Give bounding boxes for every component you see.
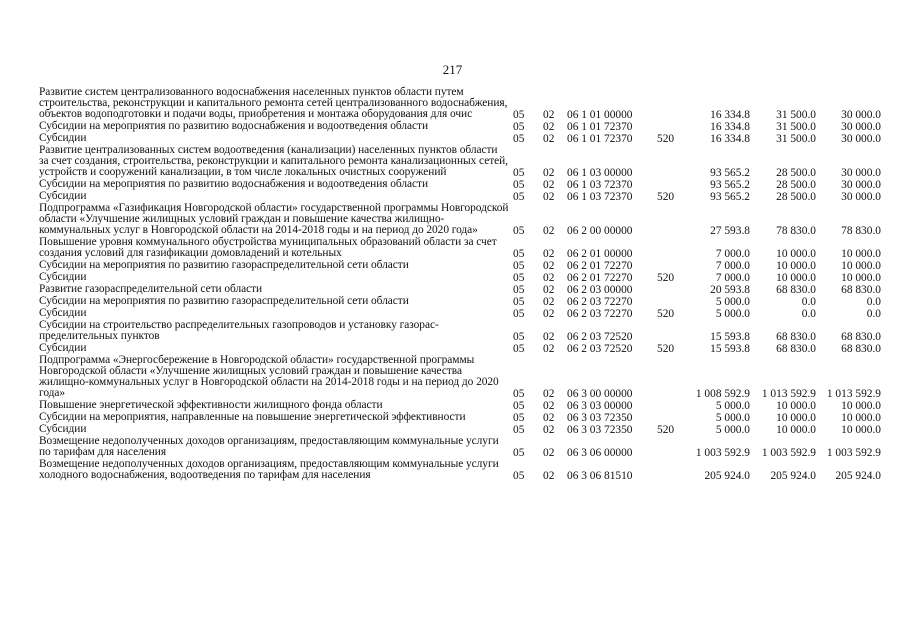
amount-year-1: 5 000.0 [715,400,750,412]
amount-year-2: 10 000.0 [776,272,816,284]
subsection-code: 02 [543,121,555,133]
amount-year-3: 1 013 592.9 [826,388,881,400]
amount-year-1: 5 000.0 [715,412,750,424]
subsection-code: 02 [543,400,555,412]
amount-year-2: 0.0 [801,308,816,320]
expense-type-code: 520 [657,191,675,203]
amount-year-1: 5 000.0 [715,296,750,308]
expense-type-code [653,237,675,260]
amount-year-2: 0.0 [801,296,816,308]
subsection-code: 02 [543,343,555,355]
subsection-code: 02 [543,109,555,121]
line-item-name: Возмещение недополученных доходов организациям, предоставляющим коммунальные услуги по тарифам для населения [39,435,499,458]
expense-type-code [653,145,675,179]
target-article-code: 06 1 03 72370 [567,191,633,203]
table-row [39,459,881,482]
target-article-code: 06 3 03 72350 [567,424,633,436]
line-item-name: Повышение уровня коммунального обустройства муниципальных образований области за счет создания условий для газификации домовладений и котельных [39,236,497,259]
section-code: 05 [513,248,525,260]
amount-year-1: 7 000.0 [715,272,750,284]
subsection-code: 02 [543,388,555,400]
amount-year-1: 15 593.8 [710,343,750,355]
target-article-code: 06 1 01 00000 [567,109,633,121]
table-row [39,412,881,424]
expense-type-code [653,203,675,237]
amount-year-3: 68 830.0 [841,343,881,355]
amount-year-1: 205 924.0 [704,470,750,482]
table-row [39,145,881,179]
section-code: 05 [513,121,525,133]
line-item-name: Субсидии на мероприятия, направленные на повышение энергетической эффективности [39,411,466,423]
amount-year-2: 10 000.0 [776,400,816,412]
line-item-name: Повышение энергетической эффективности жилищного фонда области [39,399,383,411]
amount-year-3: 30 000.0 [841,133,881,145]
target-article-code: 06 2 03 72520 [567,331,633,343]
target-article-code: 06 3 00 00000 [567,388,633,400]
table-row [39,320,881,343]
expense-type-code [653,296,675,308]
line-item-name: Субсидии [39,271,87,283]
amount-year-1: 16 334.8 [710,133,750,145]
expense-type-code [653,412,675,424]
amount-year-3: 30 000.0 [841,109,881,121]
section-code: 05 [513,133,525,145]
expense-type-code [653,436,675,459]
amount-year-3: 1 003 592.9 [826,447,881,459]
table-row [39,87,881,121]
section-code: 05 [513,331,525,343]
target-article-code: 06 2 00 00000 [567,225,633,237]
line-item-name: Субсидии [39,132,87,144]
line-item-name: Субсидии на мероприятия по развитию водоснабжения и водоотведения области [39,178,428,190]
amount-year-1: 16 334.8 [710,109,750,121]
target-article-code: 06 3 06 00000 [567,447,633,459]
amount-year-2: 68 830.0 [776,331,816,343]
subsection-code: 02 [543,412,555,424]
amount-year-2: 28 500.0 [776,191,816,203]
amount-year-3: 10 000.0 [841,400,881,412]
section-code: 05 [513,272,525,284]
section-code: 05 [513,260,525,272]
expense-type-code [653,400,675,412]
target-article-code: 06 1 01 72370 [567,133,633,145]
amount-year-3: 10 000.0 [841,260,881,272]
expense-type-code [653,284,675,296]
amount-year-2: 10 000.0 [776,424,816,436]
subsection-code: 02 [543,296,555,308]
section-code: 05 [513,191,525,203]
subsection-code: 02 [543,447,555,459]
target-article-code: 06 3 06 81510 [567,470,633,482]
amount-year-2: 28 500.0 [776,179,816,191]
table-row [39,296,881,308]
table-row [39,237,881,260]
amount-year-3: 10 000.0 [841,248,881,260]
line-item-name: Развитие газораспределительной сети области [39,283,263,295]
page-number: 217 [442,62,463,77]
amount-year-1: 27 593.8 [710,225,750,237]
expense-type-code [653,179,675,191]
amount-year-1: 15 593.8 [710,331,750,343]
amount-year-3: 68 830.0 [841,331,881,343]
subsection-code: 02 [543,133,555,145]
line-item-name: Субсидии [39,423,87,435]
line-item-name: Субсидии [39,190,87,202]
section-code: 05 [513,447,525,459]
amount-year-1: 93 565.2 [710,179,750,191]
target-article-code: 06 1 03 00000 [567,167,633,179]
target-article-code: 06 3 03 00000 [567,400,633,412]
line-item-name: Субсидии [39,342,87,354]
target-article-code: 06 3 03 72350 [567,412,633,424]
amount-year-3: 30 000.0 [841,121,881,133]
subsection-code: 02 [543,167,555,179]
expense-type-code [653,87,675,121]
line-item-name: Субсидии на строительство распределительных газопроводов и установку газорас-пределительных пунктов [39,319,439,342]
amount-year-2: 68 830.0 [776,284,816,296]
expense-type-code [653,320,675,343]
target-article-code: 06 2 01 72270 [567,260,633,272]
amount-year-2: 10 000.0 [776,260,816,272]
line-item-name: Развитие систем централизованного водоснабжения населенных пунктов области путем строительства, реконструкции и капитального ремонта сетей централизованного водоснабжения, объектов водоподготовки и подачи воды, приобретения и монтажа оборудования для очис [39,86,508,120]
line-item-name: Субсидии на мероприятия по развитию газораспределительной сети области [39,259,409,271]
line-item-name: Возмещение недополученных доходов организациям, предоставляющим коммунальные услуги холодного водоснабжения, водоотведения по тарифам для населения [39,458,499,481]
amount-year-3: 0.0 [866,296,881,308]
target-article-code: 06 2 01 72270 [567,272,633,284]
target-article-code: 06 2 03 00000 [567,284,633,296]
amount-year-2: 31 500.0 [776,109,816,121]
subsection-code: 02 [543,424,555,436]
line-item-name: Субсидии на мероприятия по развитию водоснабжения и водоотведения области [39,120,428,132]
subsection-code: 02 [543,470,555,482]
section-code: 05 [513,343,525,355]
amount-year-3: 30 000.0 [841,191,881,203]
section-code: 05 [513,167,525,179]
line-item-name: Субсидии [39,307,87,319]
amount-year-1: 7 000.0 [715,248,750,260]
amount-year-2: 68 830.0 [776,343,816,355]
amount-year-1: 7 000.0 [715,260,750,272]
amount-year-2: 1 013 592.9 [761,388,816,400]
amount-year-2: 78 830.0 [776,225,816,237]
section-code: 05 [513,388,525,400]
section-code: 05 [513,400,525,412]
budget-table-body [39,87,881,482]
section-code: 05 [513,424,525,436]
section-code: 05 [513,296,525,308]
table-row [39,203,881,237]
expense-type-code [653,121,675,133]
target-article-code: 06 2 01 00000 [567,248,633,260]
section-code: 05 [513,470,525,482]
amount-year-1: 5 000.0 [715,424,750,436]
amount-year-3: 30 000.0 [841,167,881,179]
subsection-code: 02 [543,308,555,320]
target-article-code: 06 1 03 72370 [567,179,633,191]
section-code: 05 [513,308,525,320]
section-code: 05 [513,412,525,424]
expense-type-code [653,355,675,400]
section-code: 05 [513,179,525,191]
expense-type-code: 520 [657,308,675,320]
expense-type-code: 520 [657,272,675,284]
subsection-code: 02 [543,260,555,272]
table-row [39,121,881,133]
amount-year-3: 68 830.0 [841,284,881,296]
table-row [39,436,881,459]
subsection-code: 02 [543,191,555,203]
table-row [39,179,881,191]
amount-year-1: 20 593.8 [710,284,750,296]
section-code: 05 [513,284,525,296]
section-code: 05 [513,225,525,237]
amount-year-1: 1 003 592.9 [695,447,750,459]
target-article-code: 06 1 01 72370 [567,121,633,133]
amount-year-2: 205 924.0 [770,470,816,482]
section-code: 05 [513,109,525,121]
line-item-name: Подпрограмма «Газификация Новгородской области» государственной программы Новгородской области «Улучшение жилищных условий граждан и повышение качества жилищно-коммунальных услуг в Новгородской области на 2014-2018 годы и на период до 2020 года» [39,202,509,236]
amount-year-2: 10 000.0 [776,412,816,424]
expense-type-code: 520 [657,424,675,436]
expense-type-code [653,260,675,272]
subsection-code: 02 [543,284,555,296]
expense-type-code: 520 [657,133,675,145]
subsection-code: 02 [543,225,555,237]
subsection-code: 02 [543,248,555,260]
amount-year-3: 10 000.0 [841,424,881,436]
amount-year-2: 31 500.0 [776,133,816,145]
amount-year-3: 30 000.0 [841,179,881,191]
target-article-code: 06 2 03 72520 [567,343,633,355]
line-item-name: Подпрограмма «Энергосбережение в Новгородской области» государственной программы Новгородской области «Улучшение жилищных условий граждан и повышение качества жилищно-коммунальных услуг в Новгородской области на 2014-2018 годы и на период до 2020 года» [39,354,499,399]
table-row [39,260,881,272]
amount-year-2: 28 500.0 [776,167,816,179]
amount-year-1: 93 565.2 [710,167,750,179]
amount-year-3: 10 000.0 [841,272,881,284]
amount-year-2: 1 003 592.9 [761,447,816,459]
target-article-code: 06 2 03 72270 [567,296,633,308]
amount-year-3: 0.0 [866,308,881,320]
amount-year-3: 205 924.0 [835,470,881,482]
expense-type-code [653,459,675,482]
target-article-code: 06 2 03 72270 [567,308,633,320]
amount-year-3: 78 830.0 [841,225,881,237]
subsection-code: 02 [543,272,555,284]
line-item-name: Развитие централизованных систем водоотведения (канализации) населенных пунктов области за счет создания, строительства, реконструкции и капитального ремонта канализационных сетей, устройств и сооружений канализации, в том числе локальных очистных сооружений [39,144,508,178]
amount-year-1: 16 334.8 [710,121,750,133]
line-item-name: Субсидии на мероприятия по развитию газораспределительной сети области [39,295,409,307]
amount-year-1: 1 008 592.9 [695,388,750,400]
amount-year-1: 5 000.0 [715,308,750,320]
subsection-code: 02 [543,331,555,343]
amount-year-3: 10 000.0 [841,412,881,424]
amount-year-1: 93 565.2 [710,191,750,203]
expense-type-code: 520 [657,343,675,355]
table-row [39,355,881,400]
subsection-code: 02 [543,179,555,191]
amount-year-2: 10 000.0 [776,248,816,260]
amount-year-2: 31 500.0 [776,121,816,133]
budget-table [39,87,881,482]
